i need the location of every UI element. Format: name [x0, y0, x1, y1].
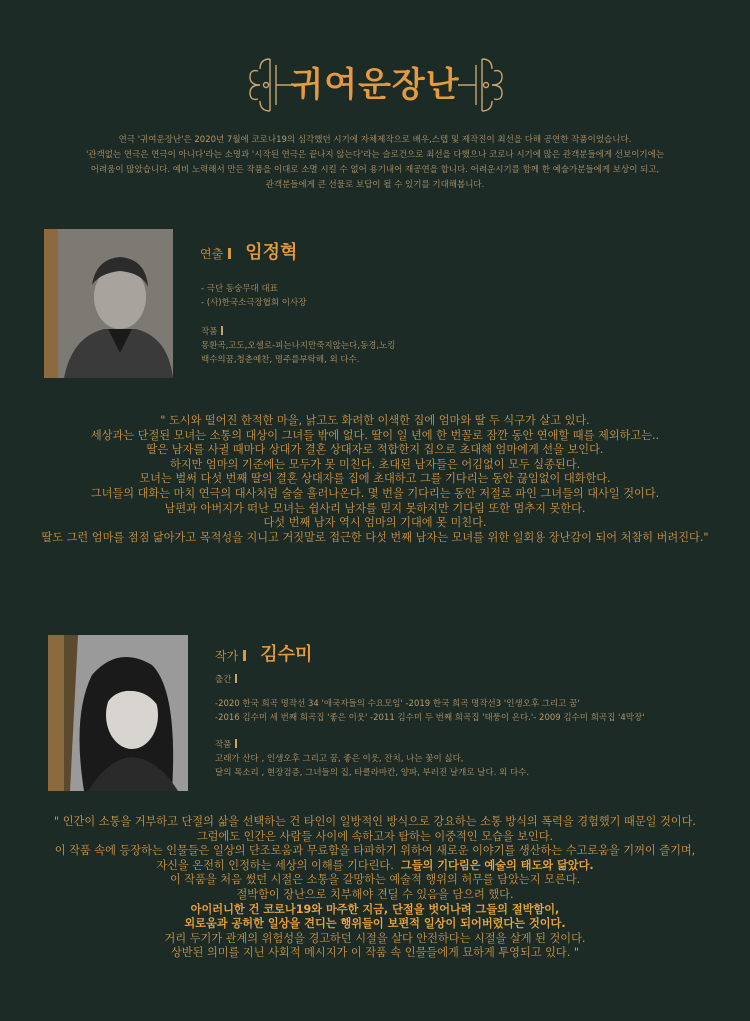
- author-note-quote: [20, 815, 730, 961]
- writer-works: [215, 752, 529, 780]
- writer-pubs: [215, 697, 645, 725]
- quote-line: " 도시와 떨어진 한적한 마을, 낡고도 화려한 이색한 집에 엄마와 딸 두 식구가 살고 있다.: [160, 414, 590, 427]
- quote-line: 남편과 아버지가 떠난 모녀는 쉽사리 남자를 믿지 못하지만 기다림 또한 멈추지 못한다.: [164, 501, 586, 515]
- works-line: 몽환곡,고도,오셀로-피는나지만죽지않는다,동경,노킹: [201, 341, 396, 351]
- quote-line: 이 작품을 처음 썼던 시절은 소통을 갈망하는 예술적 행위의 허무를 담았는지 모른다.: [169, 873, 581, 887]
- intro-text: [50, 133, 700, 193]
- director-photo: [44, 229, 173, 378]
- title-area: [0, 55, 750, 115]
- quote-line: 모녀는 벌써 다섯 번째 딸의 결혼 상대자를 집에 초대하고 그를 기다리는 동안 끊임없이 대화한다.: [139, 472, 611, 486]
- quote-highlight-line: 아이러니한 건 코로나19와 마주한 지금, 단절을 벗어나려 그들의 절박함이,: [190, 902, 560, 916]
- quote-line: " 인간이 소통을 거부하고 단절의 삶을 선택하는 건 타인이 일방적인 방식으로 강요하는 소통 방식의 폭력을 경험했기 때문일 것이다.: [54, 815, 696, 828]
- pub-line: -2020 한국 희곡 명작선 34 '애국자들의 수요모임' -2019 한국 희곡 명작선3 '인생오후 그리고 꿈': [215, 699, 580, 709]
- quote-line: 딸도 그런 엄마를 점점 닮아가고 목적성을 지니고 거짓말로 접근한 다섯 번째 남자는 모녀를 위한 일회용 장난감이 되어 처참히 버려진다.": [41, 530, 709, 544]
- synopsis-quote: [20, 414, 730, 545]
- director-role: 연출: [200, 247, 231, 261]
- director-works: [201, 339, 396, 367]
- director-works-heading: 작품: [201, 325, 223, 337]
- pub-line: -2016 김수미 세 번째 희곡집 '좋은 이웃' -2011 김수미 두 번째 희곡집 '태풍이 온다.'- 2009 김수미 희곡집 '4막장': [215, 713, 645, 723]
- quote-line: 세상과는 단절된 모녀는 소통의 대상이 그녀들 밖에 없다. 딸이 일 년에 한 번꼴로 잠깐 동안 연애할 때를 제외하고는..: [90, 428, 660, 442]
- quote-line: 하지만 엄마의 기준에는 모두가 못 미친다. 초대된 남자들은 어김없이 모두 실종된다.: [169, 457, 581, 471]
- quote-line: 거리 두기가 관계의 위험성을 경고하던 시절을 살다 안전하다는 시절을 살게 된 것이다.: [164, 931, 586, 945]
- quote-line: 그녀들의 대화는 마치 연극의 대사처럼 술술 흘러나온다. 몇 번을 기다리는 동안 저절로 파인 그녀들의 대사일 것이다.: [90, 486, 660, 500]
- quote-line: 다섯 번째 남자 역시 엄마의 기대에 못 미친다.: [263, 516, 487, 530]
- writer-pub-heading: 출간: [215, 673, 237, 685]
- intro-line: 관객분들에게 큰 선물로 보답이 될 수 있기를 기대해봅니다.: [265, 180, 485, 190]
- bio-line: - 극단 동숭무대 대표: [201, 284, 278, 294]
- works-line: 백수의꿈,청춘예찬, 명주를부탁해, 외 다수.: [201, 355, 360, 365]
- director-name: 임정혁: [245, 242, 298, 263]
- director-bio: [201, 282, 306, 310]
- writer-role: 작가: [215, 649, 246, 663]
- director-header: [200, 238, 297, 264]
- quote-line: [20, 859, 730, 874]
- works-line: 달의 목소리 , 현장검증, 그녀들의 집, 타클라마칸, 양파, 부러진 날개로 날다. 외 다수.: [215, 768, 530, 778]
- quote-text: 자신을 온전히 인정하는 세상의 이해를 기다린다.: [156, 858, 394, 872]
- writer-works-heading: 작품: [215, 738, 237, 750]
- intro-line: 어려움이 많았습니다. 예비 노력해서 만든 작품을 이대로 소멸 시킬 수 없어 용기내어 재공연을 합니다. 어려운시기를 함께 한 예술가분들에게 보상이 되고,: [90, 165, 660, 175]
- quote-line: 상반된 의미를 지닌 사회적 메시지가 이 작품 속 인물들에게 묘하게 투영되고 있다. ": [170, 946, 579, 960]
- quote-line: 이 작품 속에 등장하는 인물들은 일상의 단조로움과 무료함을 타파하기 위하여 새로운 이야기를 생산하는 수고로움을 기꺼이 즐기며,: [54, 844, 696, 858]
- quote-line: 그럼에도 인간은 사람들 사이에 속하고자 탐하는 이중적인 모습을 보인다.: [196, 829, 554, 843]
- bio-line: - (사)한국소극장협회 이사장: [201, 298, 307, 308]
- writer-header: [215, 640, 312, 666]
- quote-highlight: 그들의 기다림은 예술의 태도와 닮았다.: [400, 858, 594, 872]
- page-title: 귀여운장난: [290, 65, 460, 105]
- writer-photo: [48, 635, 188, 791]
- works-line: 고래가 산다 , 인생오후 그리고 꿈, 좋은 이웃, 잔치, 나는 꽃이 싫다,: [215, 754, 464, 764]
- intro-line: 연극 '귀여운장난'은 2020년 7월에 코로나19의 심각했던 시기에 자체제작으로 배우,스텝 및 제작진이 최선을 다해 공연한 작품이었습니다.: [118, 135, 632, 145]
- quote-line: 절박함이 장난으로 치부해야 견딜 수 있음을 담으려 했다.: [236, 887, 514, 901]
- ornament-left-icon: [210, 55, 300, 115]
- intro-line: '관객없는 연극은 연극이 아니다'라는 소명과 '시작된 연극은 끝나지 않는다'라는 슬로건으로 최선을 다했으나 코로나 시기에 많은 관객분들에게 선보이기에는: [85, 150, 665, 160]
- ornament-right-icon: [452, 55, 542, 115]
- quote-line: 딸은 남자를 사귈 때마다 상대가 결혼 상대자로 적합한지 집으로 초대해 엄마에게 선을 보인다.: [146, 443, 604, 457]
- writer-name: 김수미: [260, 644, 313, 665]
- quote-highlight-line: 외로움과 공허한 일상을 견디는 행위들이 보편적 일상이 되어버렸다는 것이다.: [184, 917, 566, 931]
